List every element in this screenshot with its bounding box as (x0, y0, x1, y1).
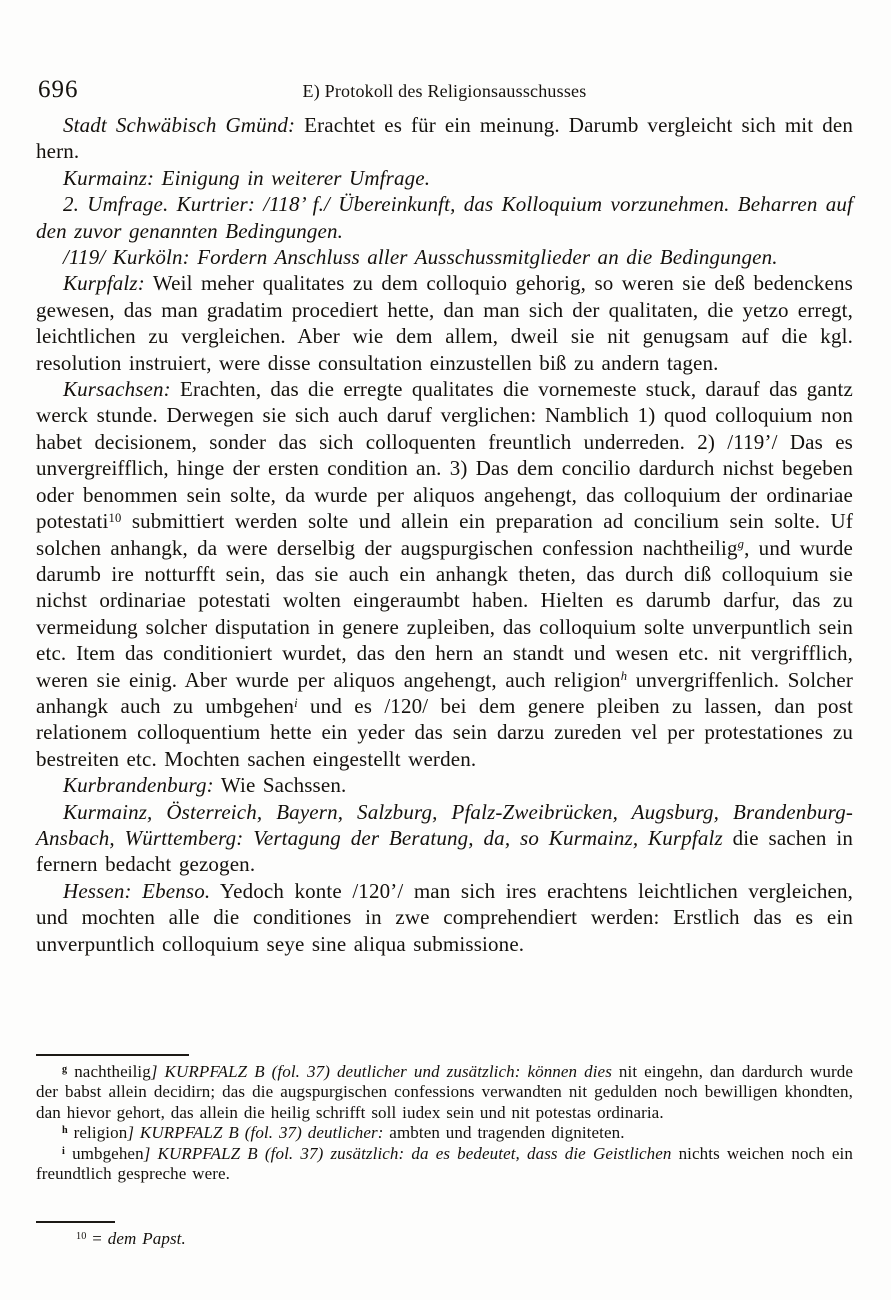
text-run: dem Papst. (107, 1229, 186, 1248)
text-run: nichts weichen noch ein freundtlich gespreche were. (36, 1143, 853, 1184)
text-run: Hessen: Ebenso. (63, 878, 211, 903)
text-run: Yedoch konte /120’/ man sich ires erachtens leichtlichen vergleichen, und mochten alle die conditiones in zwe comprehendiert werden: Erstlich das es ein unverpuntlich colloquium seye sine aliqua submissione. (36, 878, 853, 956)
text-run: Kursachsen: (63, 377, 171, 402)
text-run: /119/ Kurköln: Fordern Anschluss aller Ausschussmitglieder an die Bedingungen. (63, 245, 778, 270)
paragraph (36, 191, 853, 244)
footnote-separator-2 (36, 1221, 115, 1223)
text-run: Kurpfalz: (63, 271, 145, 296)
text-run: und es /120/ bei dem genere pleiben zu lassen, dan post relationem colloquentium hette ein yeder das sein darzu zureden vel per protestationes zu bestreiten etc. Mochten sachen eingestellt werden. (36, 693, 854, 771)
footnote-mark: i (62, 1145, 65, 1157)
text-run: religion (73, 1123, 128, 1143)
critical-apparatus (36, 1054, 853, 1184)
footnote-reference: g (737, 537, 745, 552)
text-run: 2. Umfrage. Kurtrier: /118’ f./ Übereinkunft, das Kolloquium vorzunehmen. Beharren auf den zuvor genannten Bedingungen. (36, 192, 853, 243)
footnote-mark: g (62, 1063, 68, 1075)
text-run: Erachten, das die erregte qualitates die vornemeste stuck, darauf das gantz werck stunde. Derwegen sie sich auch daruf verglichen: Namblich 1) quod colloquium non habet decisionem, sonder das sich colloquenten freuntlich underreden. 2) /119’/ Das es unvergreifflich, hinge der ersten condition an. 3) Das dem concilio dardurch nichst begeben oder benommen sein solte, da wurde per aliquos angehengt, das colloquium der ordinariae potestati (36, 377, 853, 534)
footnote-separator (36, 1054, 189, 1056)
text-run: = (92, 1229, 108, 1248)
paragraph (36, 165, 853, 191)
text-run: ] KURPFALZ B (fol. 37) zusätzlich: da es bedeutet, dass die Geistlichen (143, 1143, 672, 1163)
footnote (36, 1123, 853, 1143)
text-run: unvergriffenlich. Solcher anhangk auch zu umbgehen (36, 667, 853, 718)
footnote-mark: h (62, 1125, 68, 1137)
footnote-reference: 10 (108, 510, 122, 525)
text-run: nachtheilig (74, 1062, 151, 1081)
footnote-mark: 10 (76, 1230, 87, 1242)
text-run: Stadt Schwäbisch Gmünd: (63, 113, 296, 137)
text-run: nit eingehn, dan dardurch wurde der babst allein decidirn; das die augspurgischen confessions verwandten nit gedulden noch bewilligen khondten, dan hievor gehort, das allein die heilig schrifft soll iudex sein und nit potestas ordinaria. (36, 1062, 854, 1122)
text-run: Erachtet es für ein meinung. Darumb vergleicht sich mit den hern. (36, 113, 853, 164)
text-run: submittiert werden solte und allein ein preparation ad concilium sein solte. Uf solchen anhangk, da were derselbig der augspurgischen confession nachtheilig (36, 509, 853, 560)
text-run: Kurmainz: Einigung in weiterer Umfrage. (63, 165, 431, 190)
text-run: ambten und tragenden digniteten. (383, 1123, 625, 1143)
page-header (36, 76, 853, 106)
paragraph (36, 376, 853, 772)
text-run: umbgehen (72, 1143, 144, 1163)
paragraph (36, 270, 853, 376)
footnote-reference: h (620, 669, 628, 684)
variant-notes (36, 1062, 853, 1184)
page-number: 696 (38, 76, 79, 103)
numbered-notes (36, 1229, 853, 1249)
footnote (36, 1062, 853, 1123)
footnote (36, 1229, 853, 1249)
main-text (36, 112, 853, 957)
text-run: die sachen in fernern bedacht gezogen. (36, 825, 853, 877)
text-run: ] KURPFALZ B (fol. 37) deutlicher: (127, 1123, 384, 1143)
text-run: , und wurde darumb ire notturfft sein, das sie auch ein anhangk theten, das durch diß colloquium sie nichst ordinariae potestati wolten eingeraumbt haben. Hielten es darumb darfur, das zu vermeidung solcher disputation in genere zupleiben, das colloquium solte unverpuntlich sein etc. Item das conditioniert wurdet, das den hern an standt und wesen etc. nit vergrifflich, weren sie einig. Aber wurde per aliquos angehengt, auch religion (36, 535, 853, 692)
text-run: Wie Sachssen. (213, 773, 347, 798)
text-run: Kurmainz, Österreich, Bayern, Salzburg, Pfalz-Zweibrücken, Augsburg, Brandenburg-Ansbach, Württemberg: Vertagung der Beratung, da, so Kurmainz, Kurpfalz (36, 799, 853, 850)
paragraph (36, 244, 853, 270)
paragraph (36, 772, 853, 798)
paragraph (36, 799, 853, 878)
running-title: E) Protokoll des Religionsausschusses (302, 81, 587, 101)
paragraph (36, 112, 853, 165)
text-run: Kurbrandenburg: (63, 773, 214, 798)
footnote-reference: i (294, 695, 298, 710)
text-run: Weil meher qualitates zu dem colloquio gehorig, so weren sie deß bedenckens gewesen, das man gradatim procediert hette, dan man sich der qualitaten, die yetzo erregt, leichtlichen zu vergleichen. Aber wie dem allem, dweil sie nit genugsam auf die kgl. resolution instruiert, were disse consultation einzustellen biß zu andern tagen. (36, 271, 853, 375)
footnote (36, 1144, 853, 1185)
commentary-apparatus (36, 1221, 853, 1249)
paragraph (36, 878, 853, 957)
text-run: ] KURPFALZ B (fol. 37) deutlicher und zusätzlich: können dies (150, 1062, 612, 1081)
